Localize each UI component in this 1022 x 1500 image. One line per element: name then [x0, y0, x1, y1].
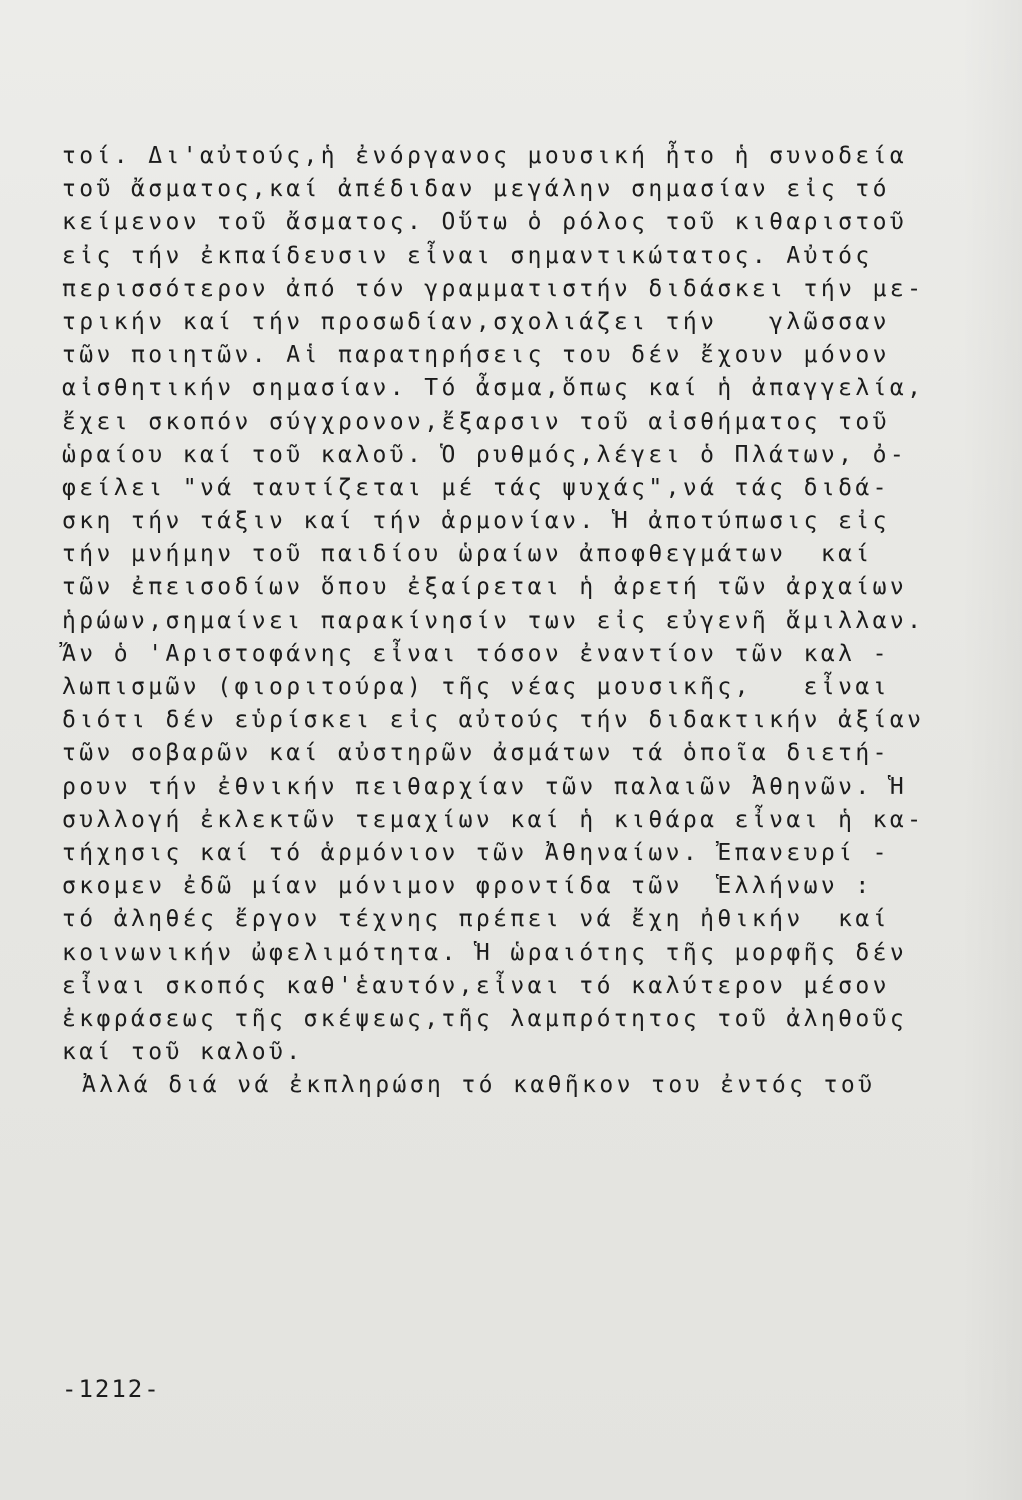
page-number: -1212-: [62, 1375, 161, 1403]
text-line: τήχησις καί τό ἁρμόνιον τῶν Ἀθηναίων. Ἐπανευρί -: [62, 839, 890, 866]
text-line: αἰσθητικήν σημασίαν. Τό ἆσμα,ὅπως καί ἡ ἀπαγγελία,: [62, 375, 925, 402]
text-line: λωπισμῶν (φιοριτούρα) τῆς νέας μουσικῆς, εἶναι: [62, 674, 890, 700]
text-line: τῶν ἐπεισοδίων ὅπου ἐξαίρεται ἡ ἀρετή τῶν ἀρχαίων: [62, 574, 908, 601]
text-line: συλλογή ἐκλεκτῶν τεμαχίων καί ἡ κιθάρα εἶναι ἡ κα-: [62, 806, 925, 833]
text-line: τό ἀληθές ἔργον τέχνης πρέπει νά ἔχη ἠθικήν καί: [62, 906, 890, 933]
text-line: τῶν σοβαρῶν καί αὐστηρῶν ἀσμάτων τά ὁποῖα διετή-: [62, 740, 890, 767]
text-line: τῶν ποιητῶν. Αἱ παρατηρήσεις του δέν ἔχουν μόνον: [62, 342, 890, 369]
text-line: τοῦ ἄσματος,καί ἀπέδιδαν μεγάλην σημασίαν εἰς τό: [62, 176, 890, 203]
text-line: Ἄν ὁ 'Αριστοφάνης εἶναι τόσον ἐναντίον τῶν καλ -: [62, 640, 890, 667]
text-line: κοινωνικήν ὠφελιμότητα. Ἡ ὡραιότης τῆς μορφῆς δέν: [62, 939, 908, 966]
text-line: εἶναι σκοπός καθ'ἑαυτόν,εἶναι τό καλύτερον μέσον: [62, 972, 890, 999]
text-line: ρουν τήν ἐθνικήν πειθαρχίαν τῶν παλαιῶν Ἀθηνῶν. Ἡ: [62, 773, 908, 800]
text-line: κείμενον τοῦ ἄσματος. Οὕτω ὁ ρόλος τοῦ κιθαριστοῦ: [62, 209, 908, 236]
text-line: φείλει "νά ταυτίζεται μέ τάς ψυχάς",νά τάς διδά-: [62, 474, 890, 501]
text-line: σκη τήν τάξιν καί τήν ἁρμονίαν. Ἡ ἀποτύπωσις εἰς: [62, 508, 890, 535]
text-line: ὡραίου καί τοῦ καλοῦ. Ὁ ρυθμός,λέγει ὁ Πλάτων, ὀ-: [62, 441, 908, 468]
text-line: ἡρώων,σημαίνει παρακίνησίν των εἰς εὐγενῆ ἅμιλλαν.: [62, 607, 925, 634]
text-line: περισσότερον ἀπό τόν γραμματιστήν διδάσκει τήν με-: [62, 275, 925, 302]
text-line: σκομεν ἐδῶ μίαν μόνιμον φροντίδα τῶν Ἑλλήνων :: [62, 873, 873, 900]
page-edge-shadow: [962, 0, 1022, 1500]
text-line: Ἀλλά διά νά ἐκπληρώση τό καθῆκον του ἐντός τοῦ: [82, 1072, 876, 1099]
text-line: τοί. Δι'αὐτούς,ἡ ἐνόργανος μουσική ἦτο ἡ συνοδεία: [62, 143, 908, 169]
text-line: ἔχει σκοπόν σύγχρονον,ἔξαρσιν τοῦ αἰσθήματος τοῦ: [62, 408, 890, 435]
text-line: διότι δέν εὑρίσκει εἰς αὐτούς τήν διδακτικήν ἀξίαν: [62, 707, 925, 734]
text-line: καί τοῦ καλοῦ.: [62, 1039, 304, 1066]
text-line: τήν μνήμην τοῦ παιδίου ὡραίων ἀποφθεγμάτων καί: [62, 541, 873, 568]
text-line: τρικήν καί τήν προσωδίαν,σχολιάζει τήν γλῶσσαν: [62, 308, 890, 335]
body-text: [62, 140, 925, 1102]
text-line: ἐκφράσεως τῆς σκέψεως,τῆς λαμπρότητος τοῦ ἀληθοῦς: [62, 1005, 908, 1032]
text-line: εἰς τήν ἐκπαίδευσιν εἶναι σημαντικώτατος. Αὐτός: [62, 242, 873, 269]
